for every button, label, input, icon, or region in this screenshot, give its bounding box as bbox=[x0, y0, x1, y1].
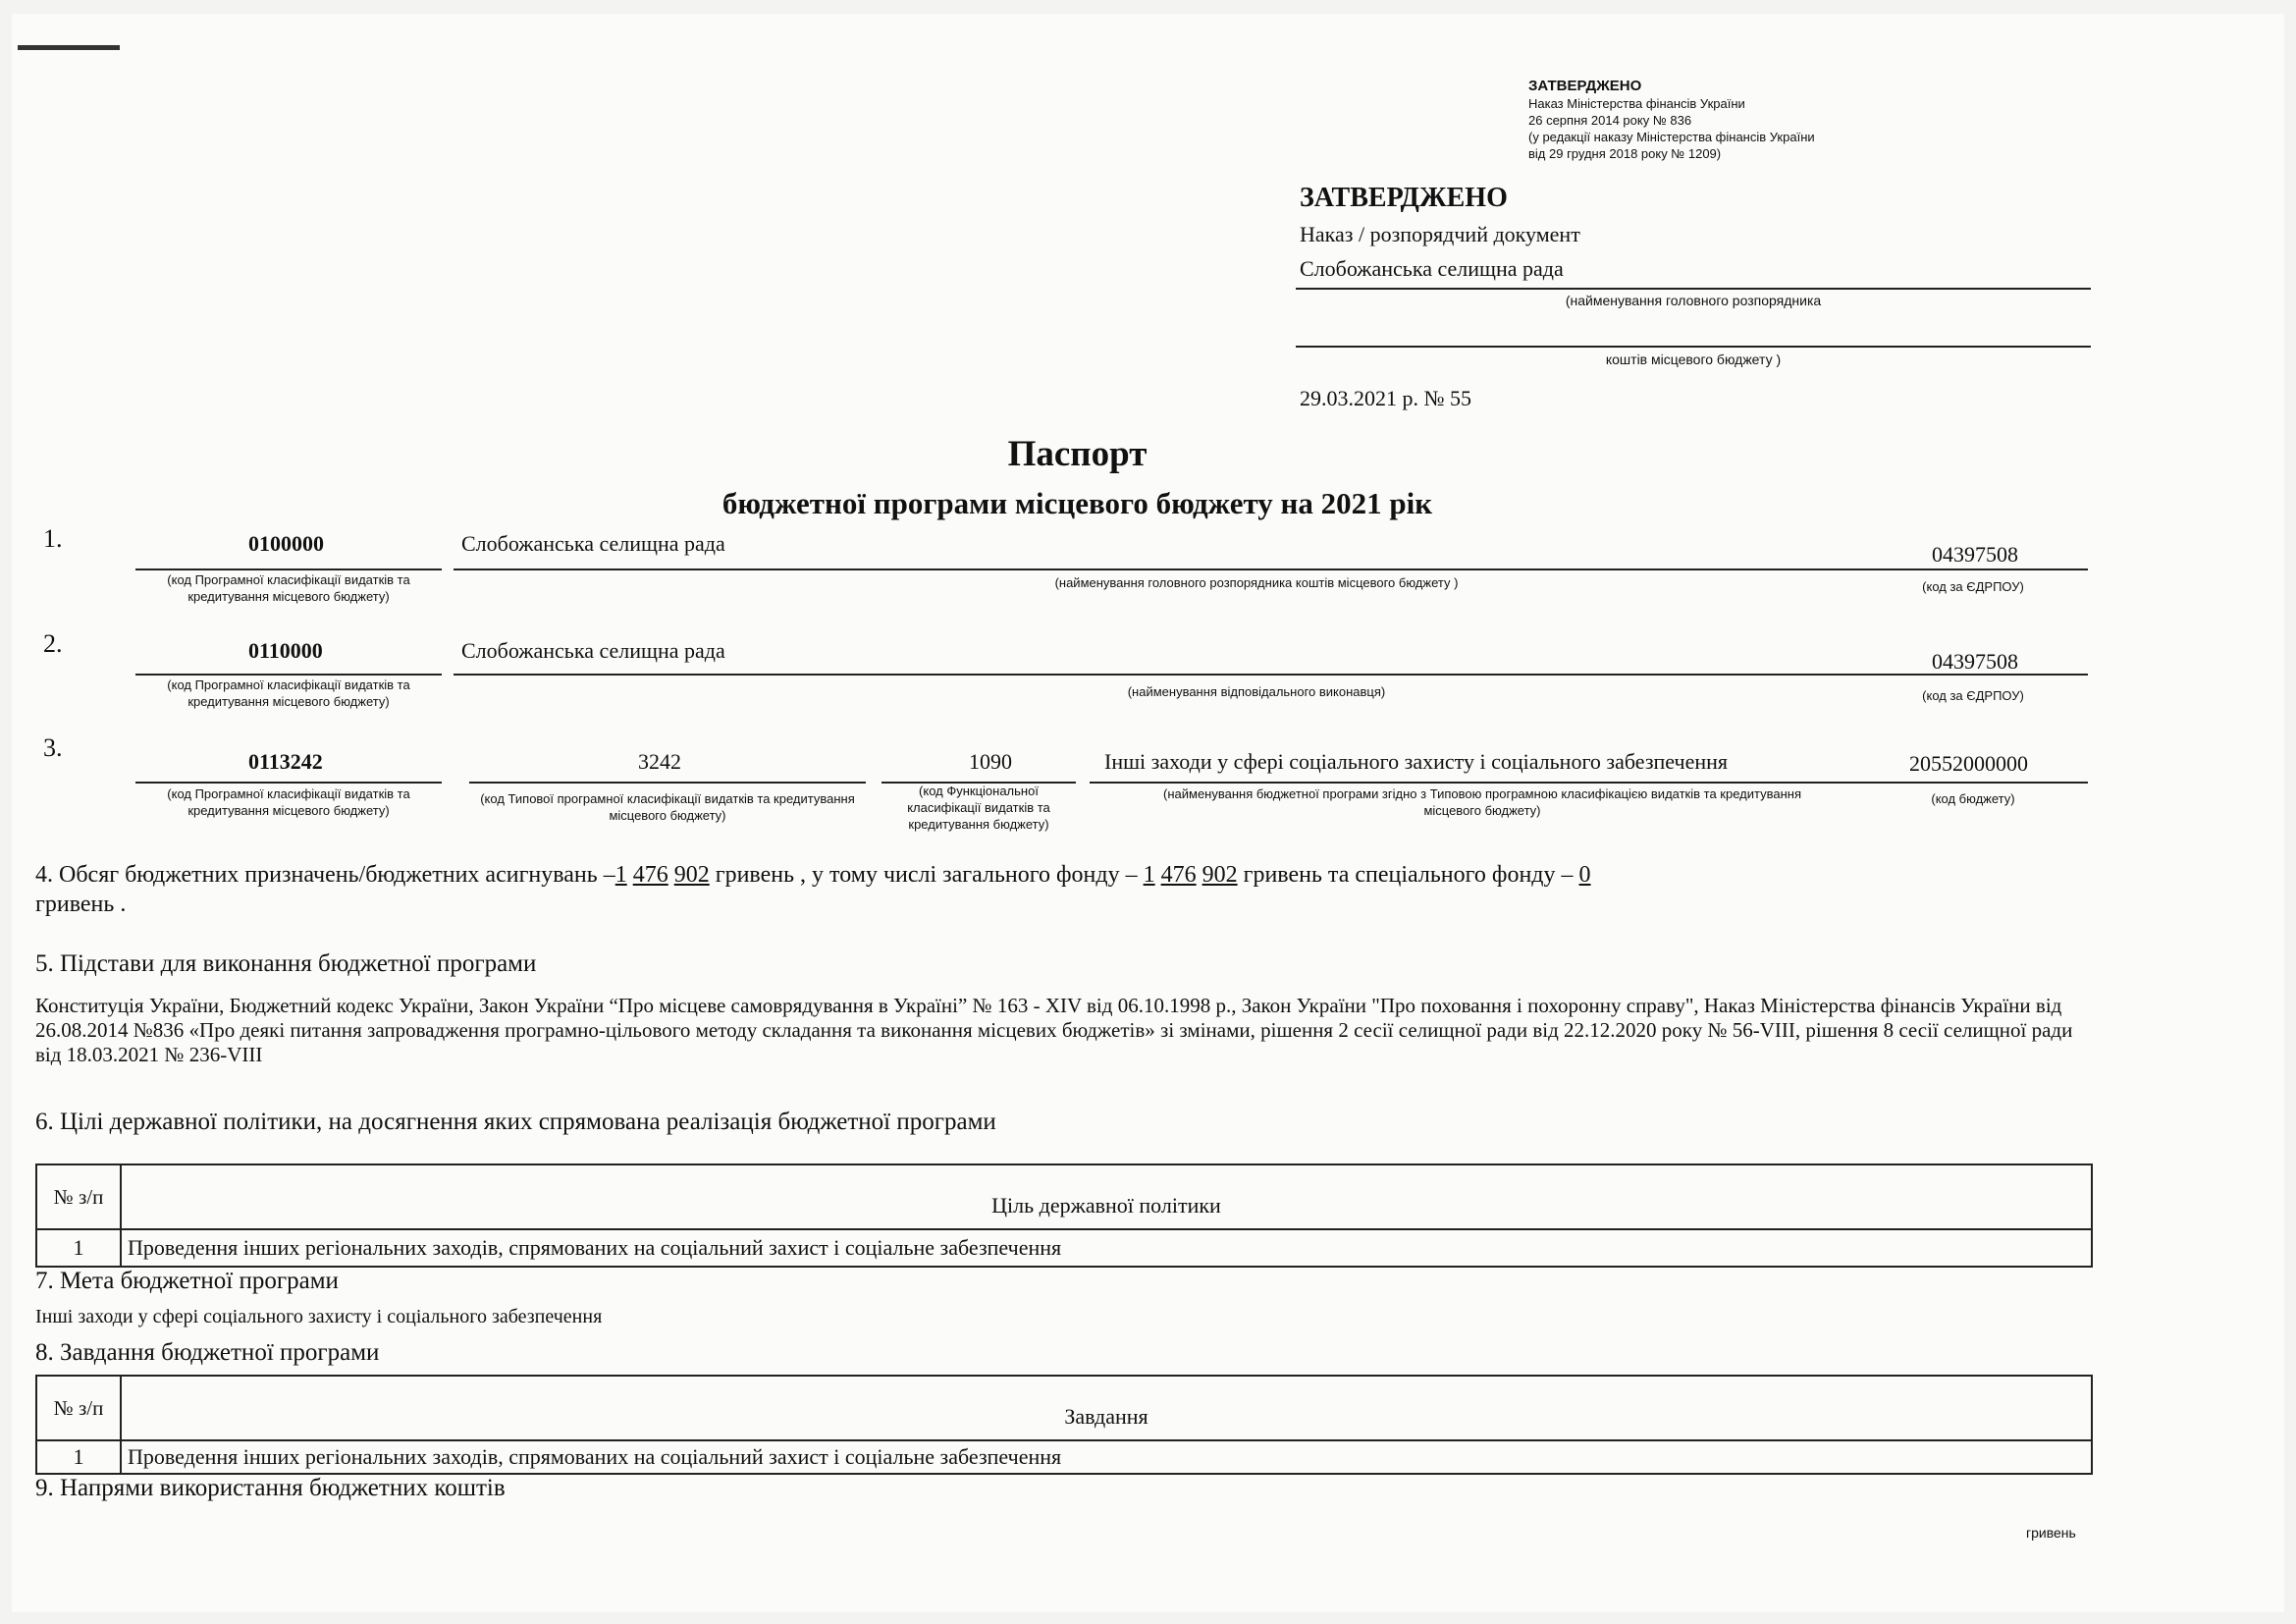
section8-heading: 8. Завдання бюджетної програми bbox=[35, 1339, 380, 1366]
document-title: Паспорт bbox=[1007, 434, 1148, 474]
approval-doc-type: Наказ / розпорядчий документ bbox=[1300, 222, 1580, 246]
section1-edrpou: 04397508 bbox=[1932, 542, 2018, 567]
section4-prefix: 4. Обсяг бюджетних призначень/бюджетних асигнувань – bbox=[35, 862, 615, 888]
section4-special: 0 bbox=[1578, 862, 1591, 888]
section4-special-text: гривень та спеціального фонду – bbox=[1237, 862, 1579, 888]
section3-code-caption: (код Програмної класифікації видатків та кредитування місцевого бюджету) bbox=[167, 786, 410, 818]
section7-text: Інші заходи у сфері соціального захисту і соціального забезпечення bbox=[35, 1306, 603, 1327]
section5-text: Конституція України, Бюджетний кодекс України, Закон України “Про місцеве самоврядування в Україні” № 163 - XIV від 06.10.1998 р., Закон України "Про поховання і похоронну справу", Наказ Міністерства фінансів України від 26.08.2014 №836 «Про деякі питання запровадження програмно-цільового методу складання та виконання місцевих бюджетів» зі змінами, рішення 2 сесії селищної ради від 22.12.2020 року № 56-VIII, рішення 8 сесії селищної ради від 18.03.2021 № 236-VIII bbox=[35, 994, 2073, 1066]
section3-program-underline bbox=[1090, 782, 2088, 784]
section3-typical-code: 3242 bbox=[638, 749, 681, 774]
section4-general-b: 476 bbox=[1160, 862, 1197, 888]
table-header-row bbox=[36, 1164, 2092, 1229]
scan-corner-mark bbox=[18, 45, 120, 50]
approval-stamp-line: 26 серпня 2014 року № 836 bbox=[1528, 113, 1692, 128]
approval-title: ЗАТВЕРДЖЕНО bbox=[1300, 183, 1508, 213]
row-text: Проведення інших регіональних заходів, спрямованих на соціальний захист і соціальне забезпечення bbox=[121, 1440, 2092, 1474]
document-subtitle: бюджетної програми місцевого бюджету на 2021 рік bbox=[721, 486, 1433, 520]
section6-goals-table bbox=[35, 1164, 2093, 1268]
section2-name-underline bbox=[454, 674, 2088, 676]
table-row bbox=[36, 1229, 2092, 1267]
approval-date-number: 29.03.2021 р. № 55 bbox=[1300, 386, 1471, 410]
approval-stamp-line: (у редакції наказу Міністерства фінансів України bbox=[1528, 130, 1815, 144]
approval-caption-2: коштів місцевого бюджету ) bbox=[1605, 352, 1782, 367]
section3-budget-caption: (код бюджету) bbox=[1931, 791, 2015, 806]
section2-edrpou-caption: (код за ЄДРПОУ) bbox=[1922, 688, 2024, 703]
col-goal-header: Ціль державної політики bbox=[121, 1164, 2092, 1229]
section1-code-underline bbox=[135, 568, 442, 570]
section1-edrpou-caption: (код за ЄДРПОУ) bbox=[1922, 579, 2024, 594]
section4-general-c: 902 bbox=[1201, 862, 1238, 888]
section9-unit: гривень bbox=[2026, 1525, 2076, 1541]
section3-typical-caption: (код Типової програмної класифікації видатків та кредитування місцевого бюджету) bbox=[480, 791, 855, 823]
section2-name: Слобожанська селищна рада bbox=[461, 638, 725, 663]
table-header-row bbox=[36, 1376, 2092, 1440]
section4-total-c: 902 bbox=[673, 862, 710, 888]
approval-stamp-line: від 29 грудня 2018 року № 1209) bbox=[1528, 146, 1722, 161]
section1-name: Слобожанська селищна рада bbox=[461, 531, 725, 556]
section2-edrpou: 04397508 bbox=[1932, 649, 2018, 674]
approval-stamp bbox=[1528, 77, 1882, 162]
col-task-header: Завдання bbox=[121, 1376, 2092, 1440]
section3-number: 3. bbox=[43, 733, 63, 762]
section3-code: 0113242 bbox=[248, 749, 323, 774]
section3-typical-underline bbox=[469, 782, 866, 784]
section2-code-caption: (код Програмної класифікації видатків та кредитування місцевого бюджету) bbox=[167, 677, 410, 709]
section7-heading: 7. Мета бюджетної програми bbox=[35, 1268, 339, 1294]
approval-stamp-line: Наказ Міністерства фінансів України bbox=[1528, 96, 1745, 111]
section2-code: 0110000 bbox=[248, 638, 323, 663]
section8-tasks-table bbox=[35, 1375, 2093, 1475]
approval-stamp-title: ЗАТВЕРДЖЕНО bbox=[1528, 78, 1642, 94]
section9-heading: 9. Напрями використання бюджетних коштів bbox=[35, 1475, 506, 1501]
section5-heading: 5. Підстави для виконання бюджетної програми bbox=[35, 950, 537, 977]
section3-program-name: Інші заходи у сфері соціального захисту і соціального забезпечення bbox=[1104, 749, 1729, 774]
row-num: 1 bbox=[36, 1440, 121, 1474]
approval-org-underline bbox=[1296, 288, 2091, 290]
row-num: 1 bbox=[36, 1229, 121, 1267]
section4-middle: гривень , у тому числі загального фонду – bbox=[709, 862, 1144, 888]
approval-caption-1: (найменування головного розпорядника bbox=[1565, 293, 1822, 308]
section6-heading: 6. Цілі державної політики, на досягнення яких спрямована реалізація бюджетної програми bbox=[35, 1109, 996, 1135]
section1-code: 0100000 bbox=[248, 531, 324, 556]
section3-functional-code: 1090 bbox=[969, 749, 1012, 774]
section1-number: 1. bbox=[43, 524, 63, 553]
section3-functional-caption: (код Функціональної класифікації видатків та кредитування бюджету) bbox=[907, 784, 1050, 832]
table-row bbox=[36, 1440, 2092, 1474]
section3-budget-code: 20552000000 bbox=[1909, 751, 2028, 776]
col-num-header: № з/п bbox=[36, 1376, 121, 1440]
section2-code-underline bbox=[135, 674, 442, 676]
approval-org: Слобожанська селищна рада bbox=[1300, 256, 1564, 281]
section1-name-underline bbox=[454, 568, 2088, 570]
section2-name-caption: (найменування відповідального виконавця) bbox=[1127, 684, 1386, 699]
section1-name-caption: (найменування головного розпорядника коштів місцевого бюджету ) bbox=[1054, 575, 1459, 590]
approval-caption-underline bbox=[1296, 346, 2091, 348]
section4-budget-amounts bbox=[35, 860, 2107, 919]
section3-program-caption: (найменування бюджетної програми згідно з Типовою програмною класифікацією видатків та кредитування місцевого бюджету) bbox=[1163, 786, 1801, 818]
section2-number: 2. bbox=[43, 629, 63, 658]
section3-code-underline bbox=[135, 782, 442, 784]
section4-general-a: 1 bbox=[1143, 862, 1155, 888]
row-text: Проведення інших регіональних заходів, спрямованих на соціальний захист і соціальне забезпечення bbox=[121, 1229, 2092, 1267]
section1-code-caption: (код Програмної класифікації видатків та кредитування місцевого бюджету) bbox=[167, 572, 410, 604]
section4-suffix: гривень . bbox=[35, 892, 127, 917]
section4-total-b: 476 bbox=[632, 862, 668, 888]
col-num-header: № з/п bbox=[36, 1164, 121, 1229]
section4-total-a: 1 bbox=[614, 862, 627, 888]
